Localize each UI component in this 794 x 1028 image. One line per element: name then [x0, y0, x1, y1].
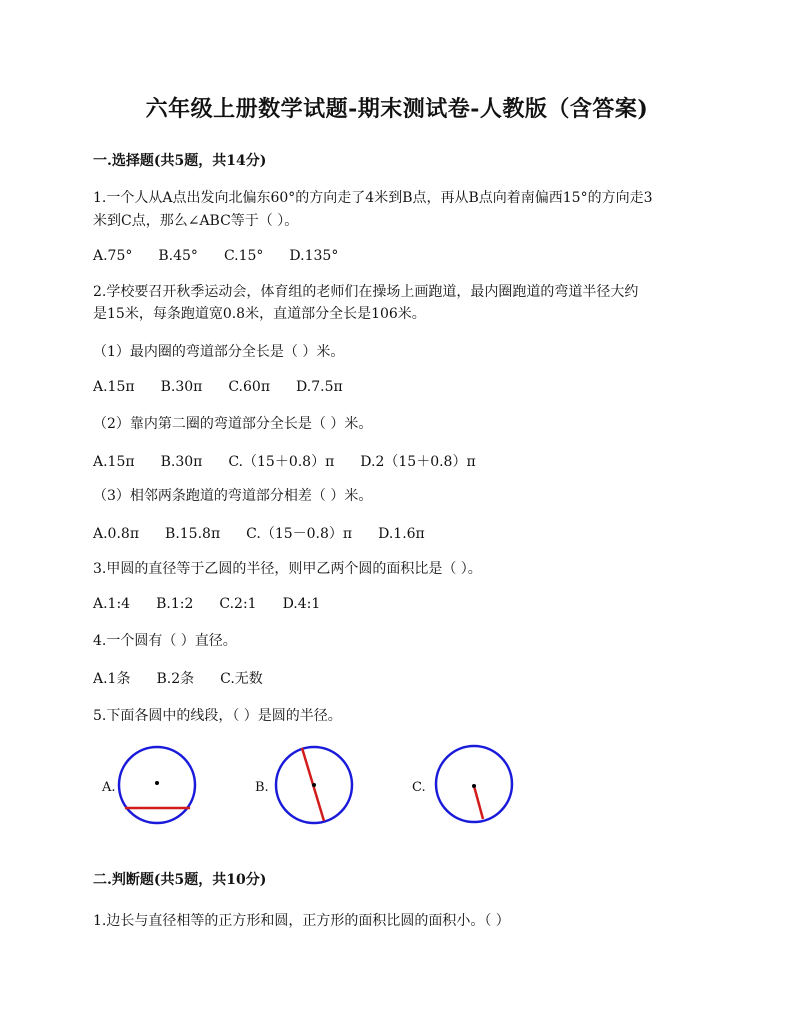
- circle-c-segment: [474, 786, 483, 819]
- option-a: A.15π: [93, 379, 135, 395]
- circle-b-center: [312, 783, 316, 787]
- question-2-sub-2: （2）靠内第二圈的弯道部分全长是（ ）米。: [93, 416, 373, 432]
- option-b: B.30π: [160, 379, 203, 395]
- circle-a-center: [155, 781, 159, 785]
- question-2-line-2: 是15米，每条跑道宽0.8米，直道部分全长是106米。: [93, 306, 426, 322]
- page-title: 六年级上册数学试题-期末测试卷-人教版（含答案): [145, 96, 649, 122]
- question-2-sub-3-options: [93, 523, 451, 543]
- option-d: D.2（15＋0.8）π: [360, 454, 476, 470]
- question-2-line-1: 2.学校要召开秋季运动会，体育组的老师们在操场上画跑道，最内圈跑道的弯道半径大约: [93, 284, 639, 300]
- circle-c: [436, 746, 512, 822]
- option-a: A.1条: [93, 671, 131, 687]
- question-5-figure: [0, 735, 794, 845]
- option-a: A.75°: [93, 248, 133, 264]
- option-c: C.15°: [223, 248, 264, 264]
- figure-label-a: A.: [102, 780, 116, 795]
- option-d: D.4:1: [282, 596, 321, 612]
- option-b: B.30π: [160, 454, 203, 470]
- section-heading-judgment: 二.判断题(共5题，共10分): [93, 872, 267, 888]
- question-2-sub-3: （3）相邻两条跑道的弯道部分相差（ ）米。: [93, 488, 373, 504]
- question-2-sub-1-options: [93, 379, 369, 395]
- question-2-sub-1: （1）最内圈的弯道部分全长是（ ）米。: [93, 344, 345, 360]
- question-5: 5.下面各圆中的线段，（ ）是圆的半径。: [93, 708, 342, 724]
- option-d: D.1.6π: [378, 526, 425, 542]
- question-1-line-1: 1.一个人从A点出发向北偏东60°的方向走了4米到B点，再从B点向着南偏西15°的方向走3: [93, 190, 653, 206]
- option-a: A.1:4: [93, 596, 131, 612]
- option-a: A.0.8π: [93, 526, 140, 542]
- question-3-options: [93, 596, 346, 612]
- option-c: C.无数: [220, 671, 263, 687]
- question-4: 4.一个圆有（ ）直径。: [93, 633, 237, 649]
- option-d: D.135°: [289, 248, 339, 264]
- figure-label-b: B.: [255, 780, 269, 795]
- question-1-line-2: 米到C点，那么∠ABC等于（ ）。: [93, 213, 299, 229]
- circle-c-center: [472, 784, 476, 788]
- option-b: B.2条: [156, 671, 195, 687]
- question-2-sub-2-options: [93, 451, 502, 471]
- option-a: A.15π: [93, 454, 135, 470]
- option-b: B.15.8π: [165, 526, 221, 542]
- judgment-1: 1.边长与直径相等的正方形和圆，正方形的面积比圆的面积小。（ ）: [93, 913, 510, 929]
- circle-a: [119, 747, 195, 823]
- option-c: C.（15－0.8）π: [246, 526, 353, 542]
- circle-b: [276, 747, 352, 823]
- option-c: C.60π: [228, 379, 271, 395]
- option-d: D.7.5π: [296, 379, 343, 395]
- option-c: C.（15＋0.8）π: [228, 454, 335, 470]
- question-1-options: [93, 248, 364, 264]
- figure-label-c: C.: [412, 780, 426, 795]
- section-heading-choice: 一.选择题(共5题，共14分): [93, 153, 267, 169]
- option-b: B.1:2: [156, 596, 194, 612]
- question-4-options: [93, 668, 289, 688]
- question-3: 3.甲圆的直径等于乙圆的半径，则甲乙两个圆的面积比是（ ）。: [93, 561, 482, 577]
- option-b: B.45°: [158, 248, 198, 264]
- option-c: C.2:1: [219, 596, 257, 612]
